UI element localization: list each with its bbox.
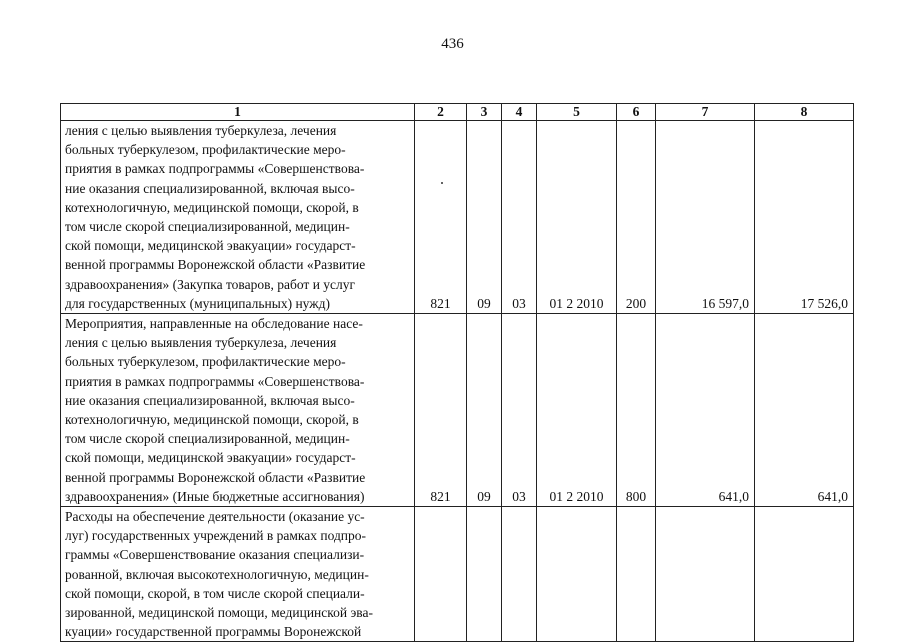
table-row <box>61 121 854 314</box>
header-col-6: 6 <box>617 104 656 121</box>
cell-subsection: 03 <box>502 121 537 314</box>
cell-expense-type: 800 <box>617 314 656 507</box>
header-col-3: 3 <box>467 104 502 121</box>
header-col-8: 8 <box>755 104 854 121</box>
cell-section: 09 <box>467 314 502 507</box>
cell-expense-type: 200 <box>617 121 656 314</box>
cell-amount-col8 <box>755 507 854 642</box>
header-col-5: 5 <box>537 104 617 121</box>
header-col-7: 7 <box>656 104 755 121</box>
cell-ministry-code: 821 <box>415 121 467 314</box>
cell-amount-col8: 641,0 <box>755 314 854 507</box>
cell-subsection: 03 <box>502 314 537 507</box>
row-description: Расходы на обеспечение деятельности (оказание ус- луг) государственных учреждений в рамках подпро- граммы «Совершенствование оказания специализи- рованной, включая высокотехнологичную, медицин- ской помощи, скорой, в том числе скорой специали- зированной, медицинской помощи, медицинской эва- куации» государственной программы Воронежской <box>61 507 415 642</box>
cell-amount-col7 <box>656 507 755 642</box>
header-row <box>61 104 854 121</box>
cell-expense-type <box>617 507 656 642</box>
page-number: 436 <box>441 36 464 52</box>
cell-section <box>467 507 502 642</box>
cell-target-article <box>537 507 617 642</box>
table-row <box>61 314 854 507</box>
cell-ministry-code <box>415 507 467 642</box>
scan-speck <box>441 182 443 184</box>
cell-section: 09 <box>467 121 502 314</box>
header-col-1: 1 <box>61 104 415 121</box>
row-description: Мероприятия, направленные на обследование насе- ления с целью выявления туберкулеза, лечения больных туберкулезом, профилактические меро- приятия в рамках подпрограммы «Совершенствова- ние оказания специализированной, включая высо- котехнологичную, медицинской помощи, скорой, в том числе скорой специализированной, медицин- ской помощи, медицинской эвакуации» государст- венной программы Воронежской области «Развитие здравоохранения» (Иные бюджетные ассигнования) <box>61 314 415 507</box>
cell-subsection <box>502 507 537 642</box>
cell-amount-col7: 16 597,0 <box>656 121 755 314</box>
header-col-4: 4 <box>502 104 537 121</box>
cell-ministry-code: 821 <box>415 314 467 507</box>
row-description: ления с целью выявления туберкулеза, лечения больных туберкулезом, профилактические меро- приятия в рамках подпрограммы «Совершенствова- ние оказания специализированной, включая высо- котехнологичную, медицинской помощи, скорой, в том числе скорой специализированной, медицин- ской помощи, медицинской эвакуации» государст- венной программы Воронежской области «Развитие здравоохранения» (Закупка товаров, работ и услуг для государственных (муниципальных) нужд) <box>61 121 415 314</box>
cell-amount-col7: 641,0 <box>656 314 755 507</box>
header-col-2: 2 <box>415 104 467 121</box>
cell-target-article: 01 2 2010 <box>537 121 617 314</box>
budget-table <box>60 103 854 642</box>
table-row <box>61 507 854 642</box>
cell-target-article: 01 2 2010 <box>537 314 617 507</box>
cell-amount-col8: 17 526,0 <box>755 121 854 314</box>
